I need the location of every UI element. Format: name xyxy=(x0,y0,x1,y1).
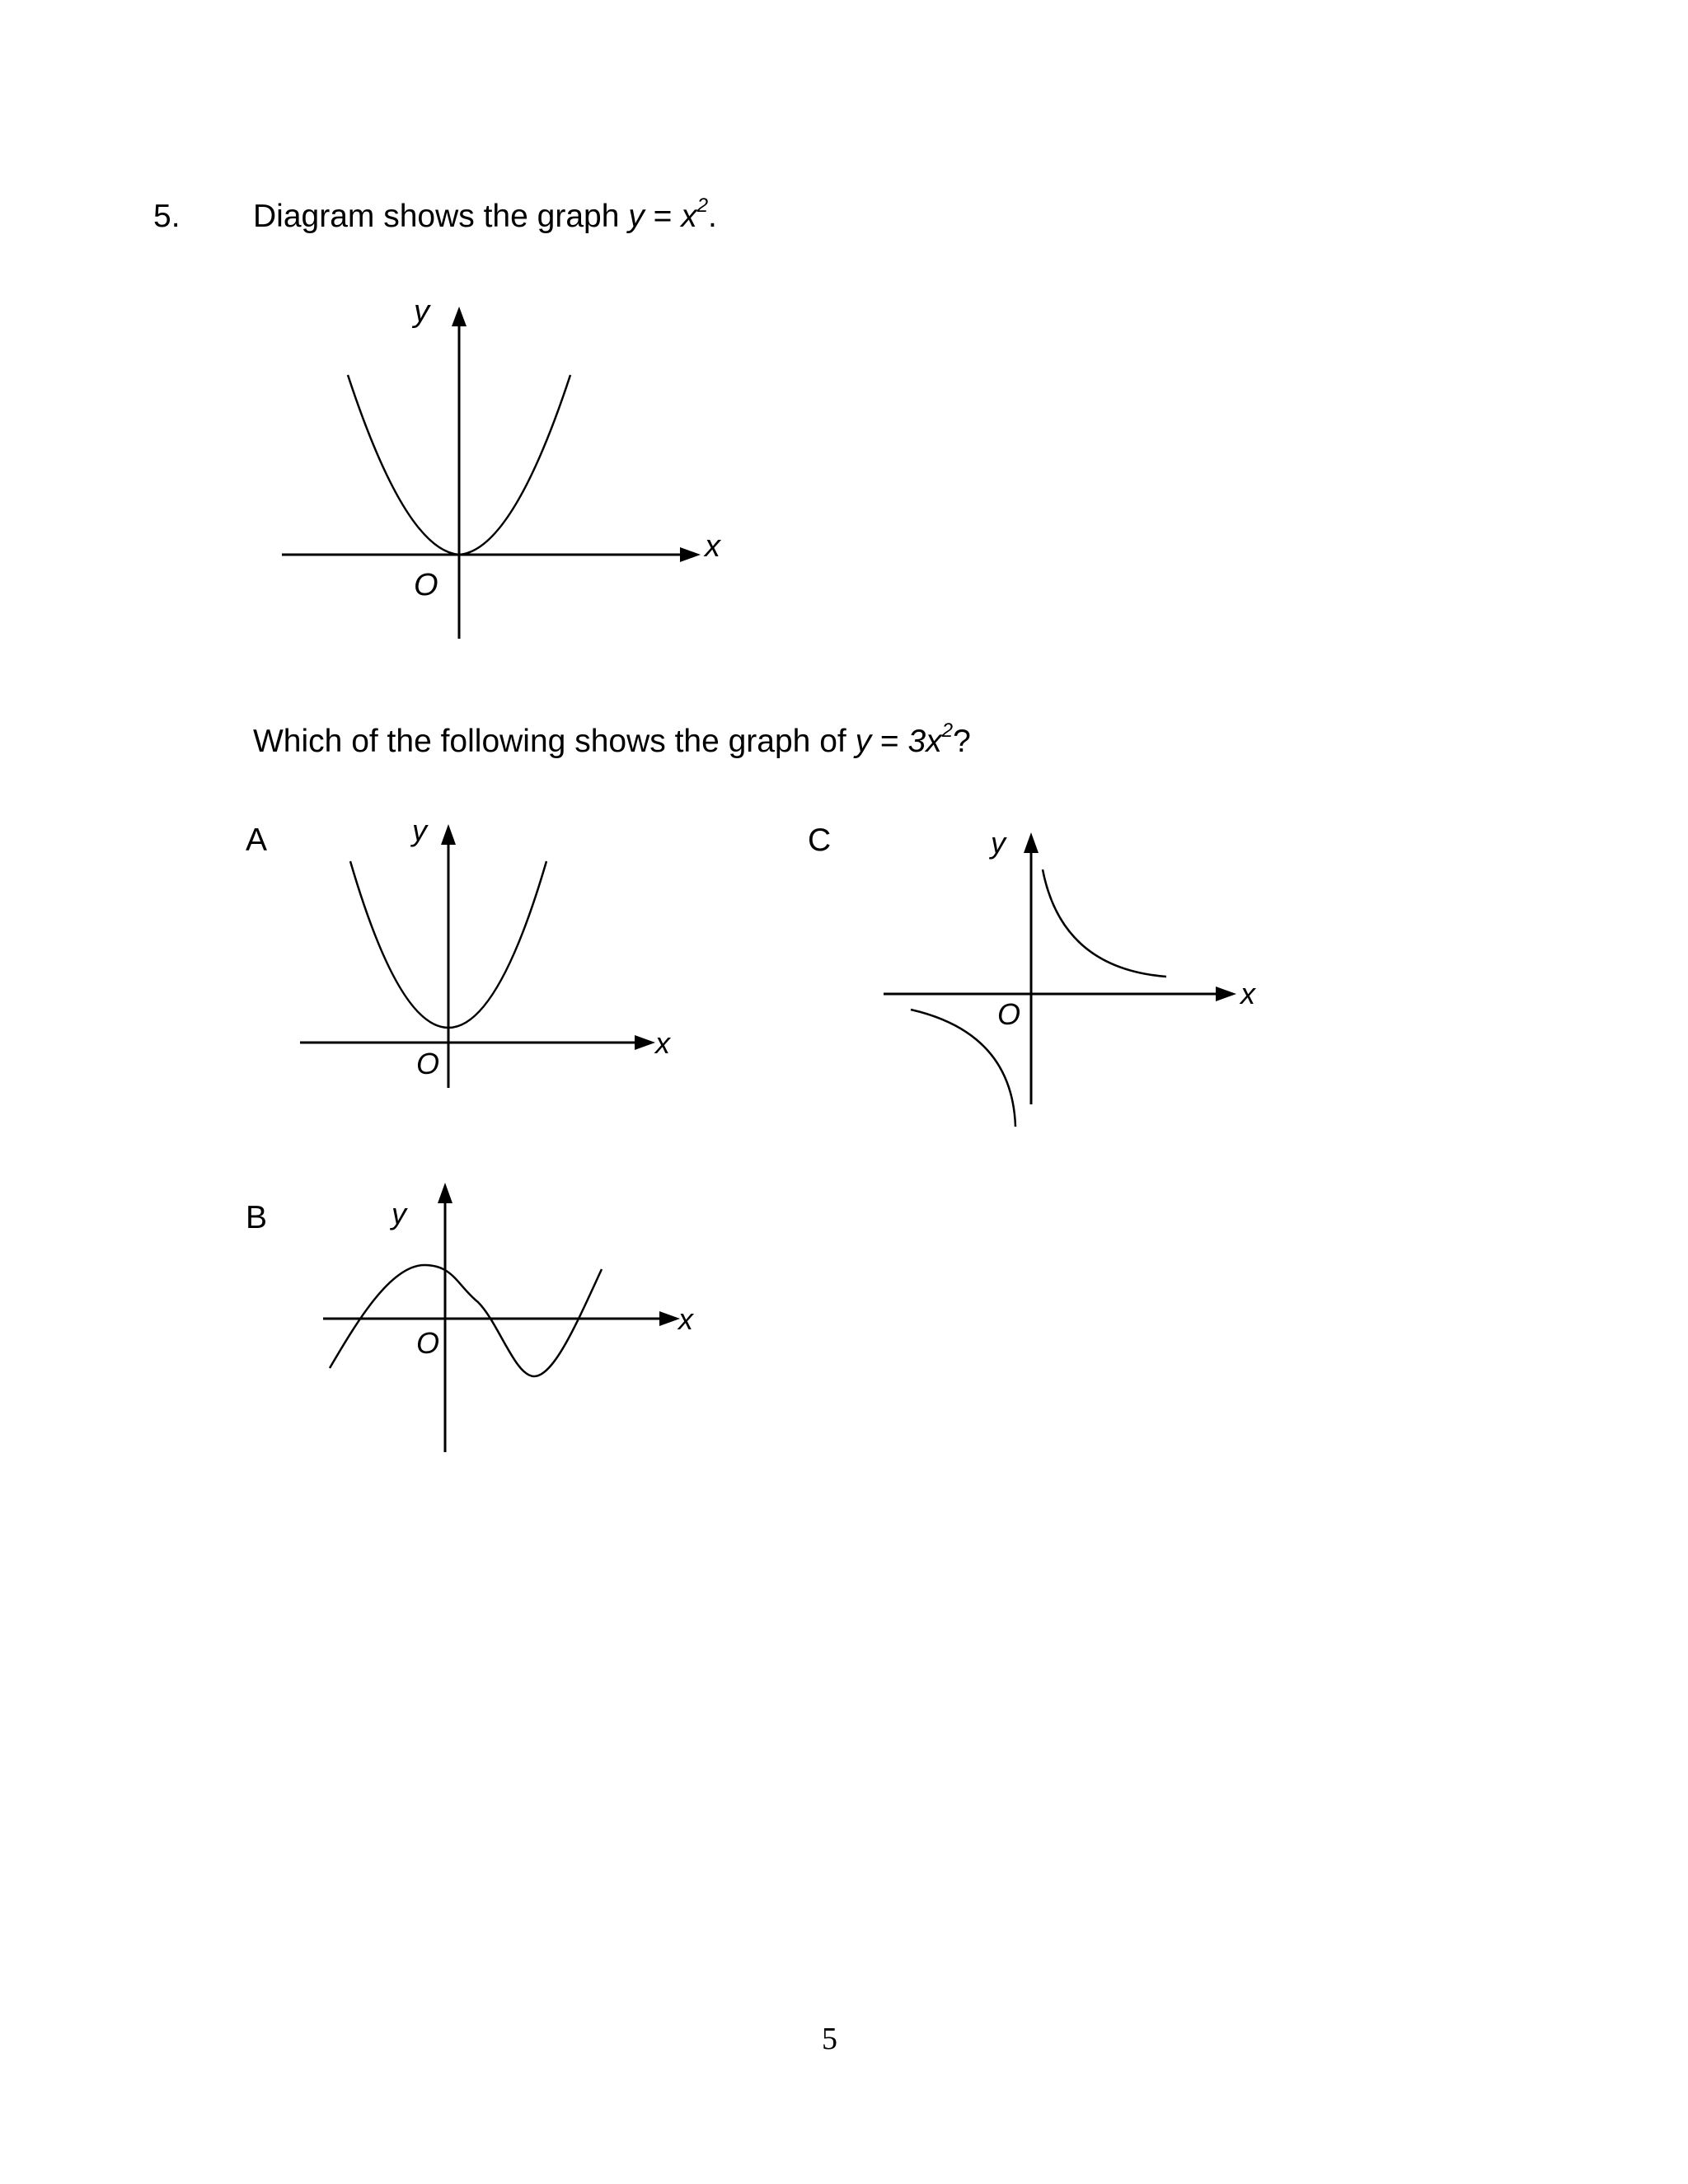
x-axis-arrow xyxy=(1216,987,1236,1001)
x-axis-label: x xyxy=(655,1026,670,1060)
origin-label: O xyxy=(416,1326,440,1360)
y-axis-label: y xyxy=(991,826,1006,860)
stem-text: Diagram shows the graph xyxy=(253,199,620,234)
question-number: 5. xyxy=(153,199,181,234)
curve-hyperbola-upper xyxy=(1043,869,1166,977)
y-axis-arrow xyxy=(452,307,467,326)
prompt-eq-mid: = xyxy=(871,724,908,759)
y-axis-arrow xyxy=(438,1183,452,1203)
option-a-graph xyxy=(288,812,684,1108)
option-c-label: C xyxy=(808,823,832,858)
option-c-graph xyxy=(865,812,1294,1141)
y-axis-label: y xyxy=(392,1197,406,1230)
main-graph xyxy=(272,294,734,659)
stem-eq-lhs: y xyxy=(628,199,645,234)
stem-end: . xyxy=(708,199,717,234)
prompt-text: Which of the following shows the graph of xyxy=(253,724,846,759)
origin-label: O xyxy=(414,568,438,602)
y-axis-label: y xyxy=(414,294,429,329)
x-axis-label: x xyxy=(705,529,720,564)
prompt-eq-exp: 2 xyxy=(941,719,954,742)
page-number: 5 xyxy=(822,2022,837,2056)
y-axis-label: y xyxy=(412,813,427,847)
question-prompt xyxy=(253,719,971,759)
y-axis-arrow xyxy=(441,824,456,845)
prompt-end: ? xyxy=(953,724,971,759)
curve-cubic-wave xyxy=(330,1265,602,1376)
prompt-eq-base: 3x xyxy=(907,724,942,759)
stem-eq-exp: 2 xyxy=(696,194,709,217)
y-axis-arrow xyxy=(1024,832,1039,853)
prompt-eq-lhs: y xyxy=(855,724,872,759)
x-axis-label: x xyxy=(1240,977,1255,1010)
x-axis-arrow xyxy=(680,547,701,562)
question-stem xyxy=(253,194,717,234)
option-b-label: B xyxy=(246,1200,268,1235)
stem-eq-mid: = xyxy=(644,199,682,234)
option-a-label: A xyxy=(246,823,268,858)
x-axis-arrow xyxy=(659,1311,680,1326)
origin-label: O xyxy=(997,997,1021,1031)
option-b-graph xyxy=(313,1170,709,1475)
origin-label: O xyxy=(416,1047,440,1080)
stem-eq-base: x xyxy=(681,199,697,234)
x-axis-arrow xyxy=(635,1035,655,1050)
x-axis-label: x xyxy=(678,1302,693,1336)
